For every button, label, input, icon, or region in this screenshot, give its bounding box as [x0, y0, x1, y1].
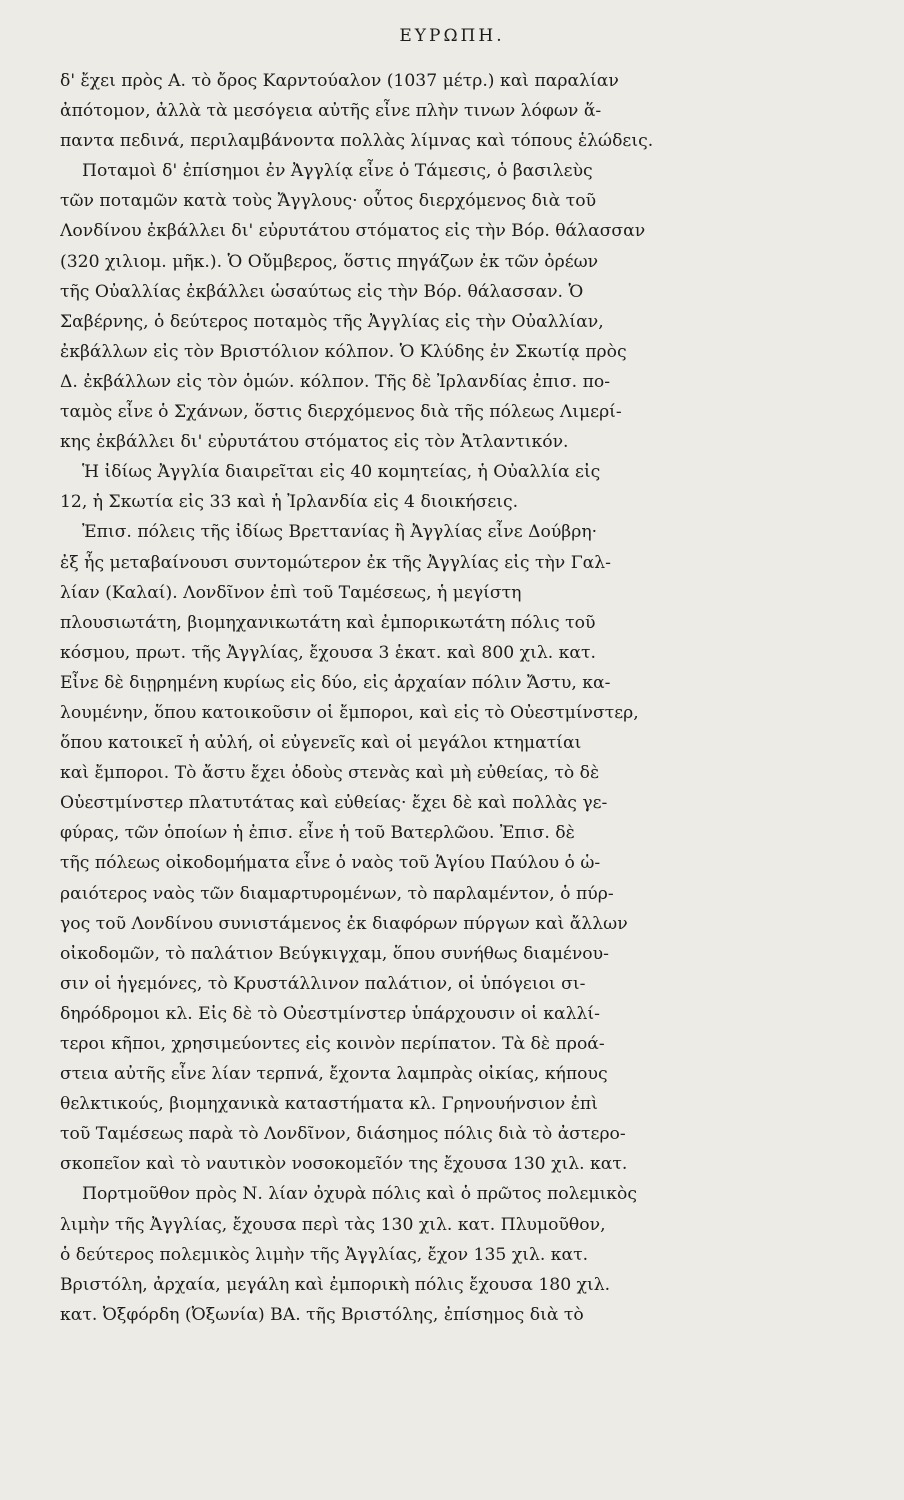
text-line: Πορτμοῦθον πρὸς Ν. λίαν ὀχυρὰ πόλις καὶ ὁ πρῶτος πολεμικὸς [82, 1184, 638, 1205]
text-line: θελκτικούς, βιομηχανικὰ καταστήματα κλ. Γρηνουήνσιον ἐπὶ [60, 1094, 598, 1115]
text-line: Λονδίνου ἐκβάλλει δι' εὐρυτάτου στόματος εἰς τὴν Βόρ. θάλασσαν [60, 221, 646, 242]
text-line: σκοπεῖον καὶ τὸ ναυτικὸν νοσοκομεῖόν της ἔχουσα 130 χιλ. κατ. [60, 1154, 628, 1175]
text-line: Ἡ ἰδίως Ἀγγλία διαιρεῖται εἰς 40 κομητείας, ἡ Οὐαλλία εἰς [82, 462, 601, 483]
text-line: τῶν ποταμῶν κατὰ τοὺς Ἄγγλους· οὗτος διερχόμενος διὰ τοῦ [60, 191, 597, 212]
text-line: σιν οἱ ἡγεμόνες, τὸ Κρυστάλλινον παλάτιον, οἱ ὑπόγειοι σι- [60, 973, 586, 994]
text-line: τεροι κῆποι, χρησιμεύοντες εἰς κοινὸν περίπατον. Τὰ δὲ προά- [60, 1034, 605, 1054]
text-line: ὅπου κατοικεῖ ἡ αὐλή, οἱ εὐγενεῖς καὶ οἱ μεγάλοι κτηματίαι [60, 733, 582, 754]
text-line: ἐκβάλλων εἰς τὸν Βριστόλιον κόλπον. Ὁ Κλύδης ἐν Σκωτίᾳ πρὸς [60, 341, 627, 362]
body-text [60, 66, 782, 1330]
text-line: Εἶνε δὲ διῃρημένη κυρίως εἰς δύο, εἰς ἀρχαίαν πόλιν Ἄστυ, κα- [60, 672, 611, 693]
text-line: τῆς Οὐαλλίας ἐκβάλλει ὡσαύτως εἰς τὴν Βόρ. θάλασσαν. Ὁ [60, 281, 584, 302]
text-line: ραιότερος ναὸς τῶν διαμαρτυρομένων, τὸ παρλαμέντον, ὁ πύρ- [60, 883, 614, 904]
text-line: φύρας, τῶν ὁποίων ἡ ἐπισ. εἶνε ἡ τοῦ Βατερλῶου. Ἐπισ. δὲ [60, 823, 575, 844]
text-line: στεια αὐτῆς εἶνε λίαν τερπνά, ἔχοντα λαμπρὰς οἰκίας, κήπους [60, 1064, 608, 1085]
text-line: λίαν (Καλαί). Λονδῖνον ἐπὶ τοῦ Ταμέσεως, ἡ μεγίστη [60, 582, 522, 603]
text-line: λουμένην, ὅπου κατοικοῦσιν οἱ ἔμποροι, καὶ εἰς τὸ Οὐεστμίνστερ, [60, 702, 639, 723]
text-line: δηρόδρομοι κλ. Εἰς δὲ τὸ Οὐεστμίνστερ ὑπάρχουσιν οἱ καλλί- [60, 1003, 600, 1024]
text-line: 12, ἡ Σκωτία εἰς 33 καὶ ἡ Ἰρλανδία εἰς 4 διοικήσεις. [60, 492, 519, 513]
paragraph [60, 1179, 782, 1329]
paragraph [60, 66, 782, 156]
text-line: οἰκοδομῶν, τὸ παλάτιον Βεύγκιγχαμ, ὅπου συνήθως διαμένου- [60, 943, 609, 964]
text-line: (320 χιλιομ. μῆκ.). Ὁ Οὔμβερος, ὅστις πηγάζων ἐκ τῶν ὀρέων [60, 251, 599, 272]
text-line: παντα πεδινά, περιλαμβάνοντα πολλὰς λίμνας καὶ τόπους ἑλώδεις. [60, 131, 654, 152]
text-line: λιμὴν τῆς Ἀγγλίας, ἔχουσα περὶ τὰς 130 χιλ. κατ. Πλυμοῦθον, [60, 1214, 606, 1235]
text-line: κόσμου, πρωτ. τῆς Ἀγγλίας, ἔχουσα 3 ἑκατ. καὶ 800 χιλ. κατ. [60, 642, 596, 663]
text-line: Σαβέρνης, ὁ δεύτερος ποταμὸς τῆς Ἀγγλίας εἰς τὴν Οὐαλλίαν, [60, 311, 604, 332]
text-line: Δ. ἐκβάλλων εἰς τὸν ὁμών. κόλπον. Τῆς δὲ Ἰρλανδίας ἐπισ. πο- [60, 371, 611, 392]
text-line: ἀπότομον, ἀλλὰ τὰ μεσόγεια αὐτῆς εἶνε πλὴν τινων λόφων ἅ- [60, 101, 602, 122]
text-line: Βριστόλη, ἀρχαία, μεγάλη καὶ ἐμπορικὴ πόλις ἔχουσα 180 χιλ. [60, 1274, 611, 1295]
text-line: τῆς πόλεως οἰκοδομήματα εἶνε ὁ ναὸς τοῦ Ἁγίου Παύλου ὁ ὡ- [60, 853, 601, 874]
text-line: καὶ ἔμποροι. Τὸ ἄστυ ἔχει ὁδοὺς στενὰς καὶ μὴ εὐθείας, τὸ δὲ [60, 763, 600, 784]
paragraph [60, 457, 782, 517]
text-line: Οὐεστμίνστερ πλατυτάτας καὶ εὐθείας· ἔχει δὲ καὶ πολλὰς γε- [60, 793, 608, 814]
text-line: ταμὸς εἶνε ὁ Σχάνων, ὅστις διερχόμενος διὰ τῆς πόλεως Λιμερί- [60, 402, 622, 423]
text-line: πλουσιωτάτη, βιομηχανικωτάτη καὶ ἐμπορικωτάτη πόλις τοῦ [60, 612, 596, 633]
text-line: ὁ δεύτερος πολεμικὸς λιμὴν τῆς Ἀγγλίας, ἔχον 135 χιλ. κατ. [60, 1244, 589, 1265]
running-header: ΕΥΡΩΠΗ. [399, 26, 505, 46]
text-line: τοῦ Ταμέσεως παρὰ τὸ Λονδῖνον, διάσημος πόλις διὰ τὸ ἀστερο- [60, 1124, 626, 1145]
text-line: κης ἐκβάλλει δι' εὐρυτάτου στόματος εἰς τὸν Ἀτλαντικόν. [60, 432, 569, 453]
text-line: γος τοῦ Λονδίνου συνιστάμενος ἐκ διαφόρων πύργων καὶ ἄλλων [60, 913, 628, 934]
text-line: ἐξ ἧς μεταβαίνουσι συντομώτερον ἐκ τῆς Ἀγγλίας εἰς τὴν Γαλ- [60, 552, 611, 573]
text-line: κατ. Ὀξφόρδη (Ὀξωνία) ΒΑ. τῆς Βριστόλης, ἐπίσημος διὰ τὸ [60, 1304, 584, 1325]
text-line: Ἐπισ. πόλεις τῆς ἰδίως Βρεττανίας ἢ Ἀγγλίας εἶνε Δούβρη· [82, 522, 598, 543]
text-line: δ' ἔχει πρὸς Α. τὸ ὄρος Καρντούαλον (1037 μέτρ.) καὶ παραλίαν [60, 71, 619, 91]
paragraph [60, 517, 782, 1179]
text-line: Ποταμοὶ δ' ἐπίσημοι ἐν Ἀγγλίᾳ εἶνε ὁ Τάμεσις, ὁ βασιλεὺς [82, 161, 593, 182]
paragraph [60, 156, 782, 457]
